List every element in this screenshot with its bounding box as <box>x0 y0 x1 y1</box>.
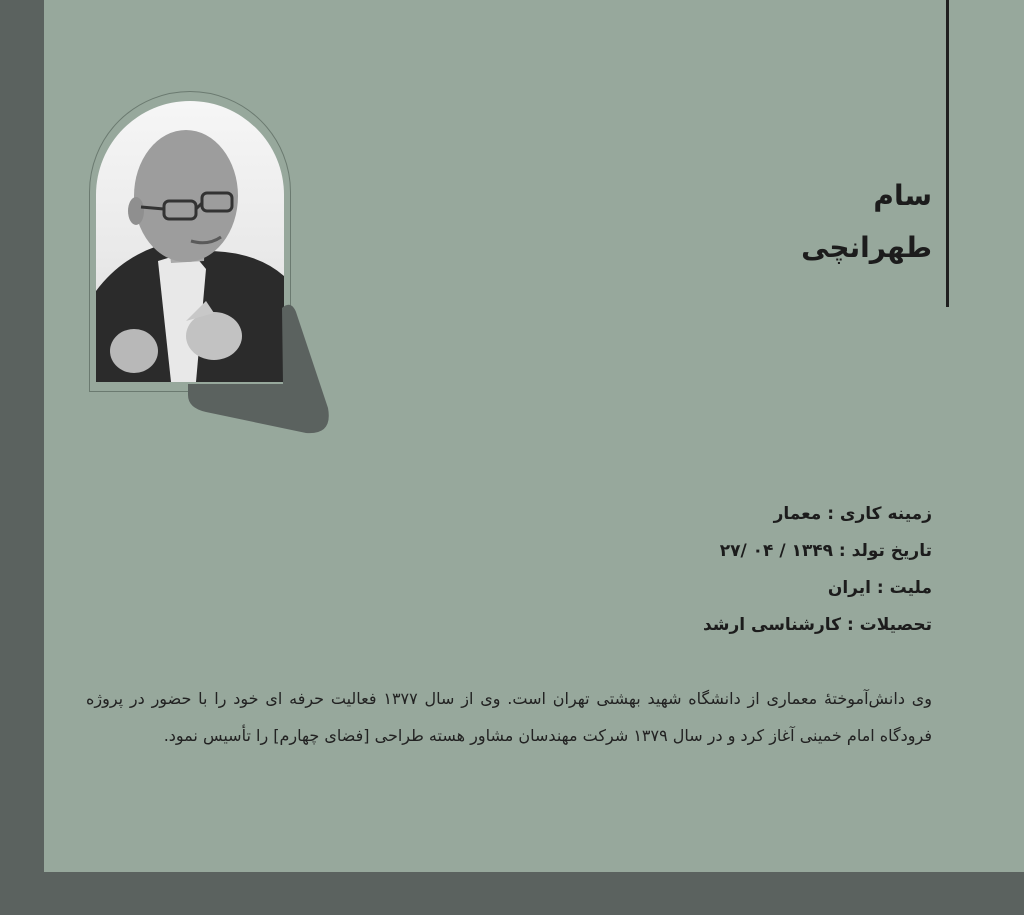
detail-row <box>332 607 932 644</box>
detail-label: ملیت : <box>876 578 932 598</box>
accent-divider <box>946 0 949 307</box>
last-name: طهرانچی <box>801 231 932 264</box>
profile-details <box>332 496 932 644</box>
detail-label: تحصیلات : <box>846 615 932 635</box>
detail-label: تاریخ تولد : <box>838 541 932 561</box>
detail-row <box>332 570 932 607</box>
detail-value: معمار <box>773 504 828 524</box>
detail-row <box>332 533 932 570</box>
detail-value: ایران <box>827 578 877 598</box>
detail-value: ۱۳۴۹ / ۰۴ /۲۷ <box>719 541 839 561</box>
detail-label: زمینه کاری : <box>827 504 932 524</box>
biography-paragraph: وی دانش‌آموختهٔ معماری از دانشگاه شهید بهشتی تهران است. وی از سال ۱۳۷۷ فعالیت حرفه ای خود را با حضور در پروژه فرودگاه امام خمینی آغاز کرد و در سال ۱۳۷۹ شرکت مهندسان مشاور هسته طراحی [فضای چهارم] را تأسیس نمود. <box>86 689 933 745</box>
detail-row <box>332 496 932 533</box>
decorative-tab-shape <box>188 300 330 436</box>
first-name: سام <box>873 179 932 212</box>
person-name <box>632 170 932 274</box>
detail-value: کارشناسی ارشد <box>702 615 847 635</box>
